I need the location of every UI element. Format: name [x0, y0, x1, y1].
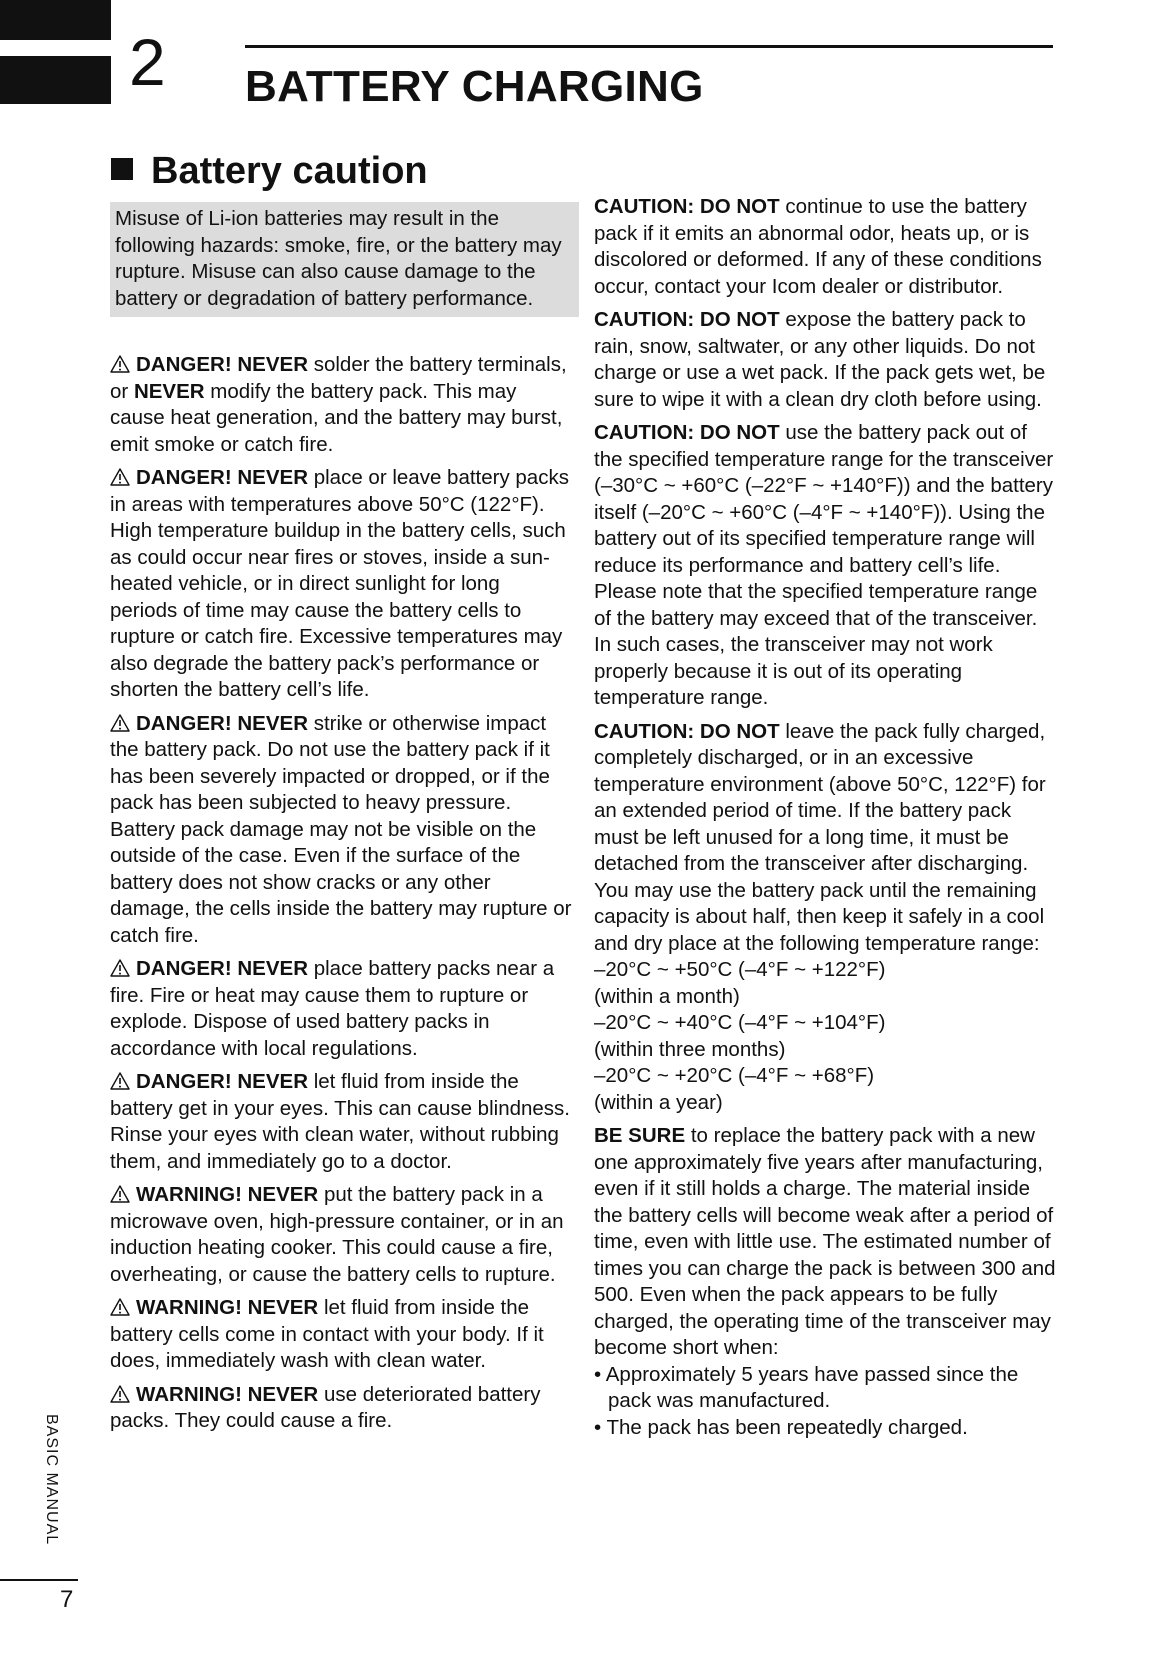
warning-triangle-icon	[110, 1385, 130, 1403]
page-number: 7	[60, 1586, 74, 1613]
danger-item: DANGER! NEVER solder the battery terminals, or NEVER modify the battery pack. This may cause heat generation, and the battery may burst, emit smoke or catch fire.	[110, 353, 567, 456]
caution-item: CAUTION: DO NOT use the battery pack out of the specified temperature range for the transceiver (–30°C ~ +60°C (–22°F ~ +140°F)) and the battery itself (–20°C ~ +60°C (–4°F ~ +140°F)). Using the battery out of its specified temperature range will reduce its performance and battery cell’s life. Please note that the specified temperature range of the battery may exceed that of the transceiver. In such cases, the transceiver may not work properly because it is out of its operating temperature range.	[594, 421, 1054, 709]
warning-triangle-icon	[110, 468, 130, 486]
caution-item: CAUTION: DO NOT expose the battery pack to rain, snow, saltwater, or any other liquids. Do not charge or use a wet pack. If the pack gets wet, be sure to wipe it with a clean dry cloth before using.	[594, 308, 1046, 411]
danger-item: DANGER! NEVER strike or otherwise impact the battery pack. Do not use the battery pack if it has been severely impacted or dropped, or if the pack has been subjected to heavy pressure. Battery pack damage may not be visible on the outside of the case. Even if the surface of the battery does not show cracks or any other damage, the cells inside the battery may rupture or catch fire.	[110, 711, 572, 947]
danger-item: DANGER! NEVER place or leave battery packs in areas with temperatures above 50°C (122°F). High temperature buildup in the battery cells, such as could occur near fires or stoves, inside a sun-heated vehicle, or in direct sunlight for long periods of time may cause the battery cells to rupture or catch fire. Excessive temperatures may also degrade the battery pack’s performance or shorten the battery cell’s life.	[110, 466, 569, 701]
warning-triangle-icon	[110, 714, 130, 732]
danger-item: DANGER! NEVER let fluid from inside the battery get in your eyes. This can cause blindness. Rinse your eyes with clean water, without rubbing them, and immediately go to a doctor.	[110, 1070, 570, 1173]
warning-triangle-icon	[110, 1298, 130, 1316]
warning-item: WARNING! NEVER use deteriorated battery packs. They could cause a fire.	[110, 1382, 541, 1432]
bullet-item: • The pack has been repeatedly charged.	[594, 1415, 968, 1439]
intro-note-box: Misuse of Li-ion batteries may result in the following hazards: smoke, fire, or the battery may rupture. Misuse can also cause damage to the battery or degradation of battery performance.	[110, 202, 579, 317]
left-column	[110, 352, 572, 1442]
chapter-title: BATTERY CHARGING	[245, 62, 704, 111]
warning-triangle-icon	[110, 959, 130, 977]
bullet-item: • Approximately 5 years have passed since the pack was manufactured.	[594, 1362, 1019, 1412]
storage-period: (within three months)	[594, 1037, 786, 1061]
warning-item: WARNING! NEVER let fluid from inside the battery cells come in contact with your body. If it does, immediately wash with clean water.	[110, 1296, 544, 1372]
title-rule	[245, 45, 1053, 48]
chapter-number: 2	[129, 25, 166, 99]
page-number-rule	[0, 1579, 78, 1581]
warning-triangle-icon	[110, 1072, 130, 1090]
chapter-tab-marker	[0, 0, 111, 104]
warning-item: WARNING! NEVER put the battery pack in a microwave oven, high-pressure container, or in an induction heating cooker. This could cause a fire, overheating, or cause the battery cells to rupture.	[110, 1183, 564, 1286]
caution-item: CAUTION: DO NOT continue to use the battery pack if it emits an abnormal odor, heats up, or is discolored or deformed. If any of these conditions occur, contact your Icom dealer or distributor.	[594, 195, 1042, 298]
side-label: BASIC MANUAL	[43, 1414, 60, 1546]
square-bullet-icon	[111, 158, 133, 180]
storage-period: (within a month)	[594, 984, 740, 1008]
caution-item: CAUTION: DO NOT leave the pack fully charged, completely discharged, or in an excessive temperature environment (above 50°C, 122°F) for an extended period of time. If the battery pack must be left unused for a long time, it must be detached from the transceiver after discharging. You may use the battery pack until the remaining capacity is about half, then keep it safely in a cool and dry place at the following temperature range:	[594, 719, 1046, 955]
warning-triangle-icon	[110, 1185, 130, 1203]
storage-range: –20°C ~ +50°C (–4°F ~ +122°F)	[594, 958, 886, 981]
storage-range-list	[594, 957, 1060, 1116]
warning-triangle-icon	[110, 355, 130, 373]
storage-range: –20°C ~ +20°C (–4°F ~ +68°F)	[594, 1064, 875, 1087]
section-title: Battery caution	[151, 150, 428, 192]
replace-note: BE SURE to replace the battery pack with a new one approximately five years after manufacturing, even if it still holds a charge. The material inside the battery cells will become weak after a period of time, even with little use. The estimated number of times you can charge the pack is between 300 and 500. Even when the pack appears to be fully charged, the operating time of the transceiver may become short when:	[594, 1124, 1056, 1359]
danger-item: DANGER! NEVER place battery packs near a fire. Fire or heat may cause them to rupture or explode. Dispose of used battery packs in accordance with local regulations.	[110, 957, 555, 1060]
section-heading	[111, 148, 428, 194]
storage-period: (within a year)	[594, 1090, 723, 1114]
storage-range: –20°C ~ +40°C (–4°F ~ +104°F)	[594, 1011, 886, 1034]
right-column	[594, 194, 1060, 1441]
